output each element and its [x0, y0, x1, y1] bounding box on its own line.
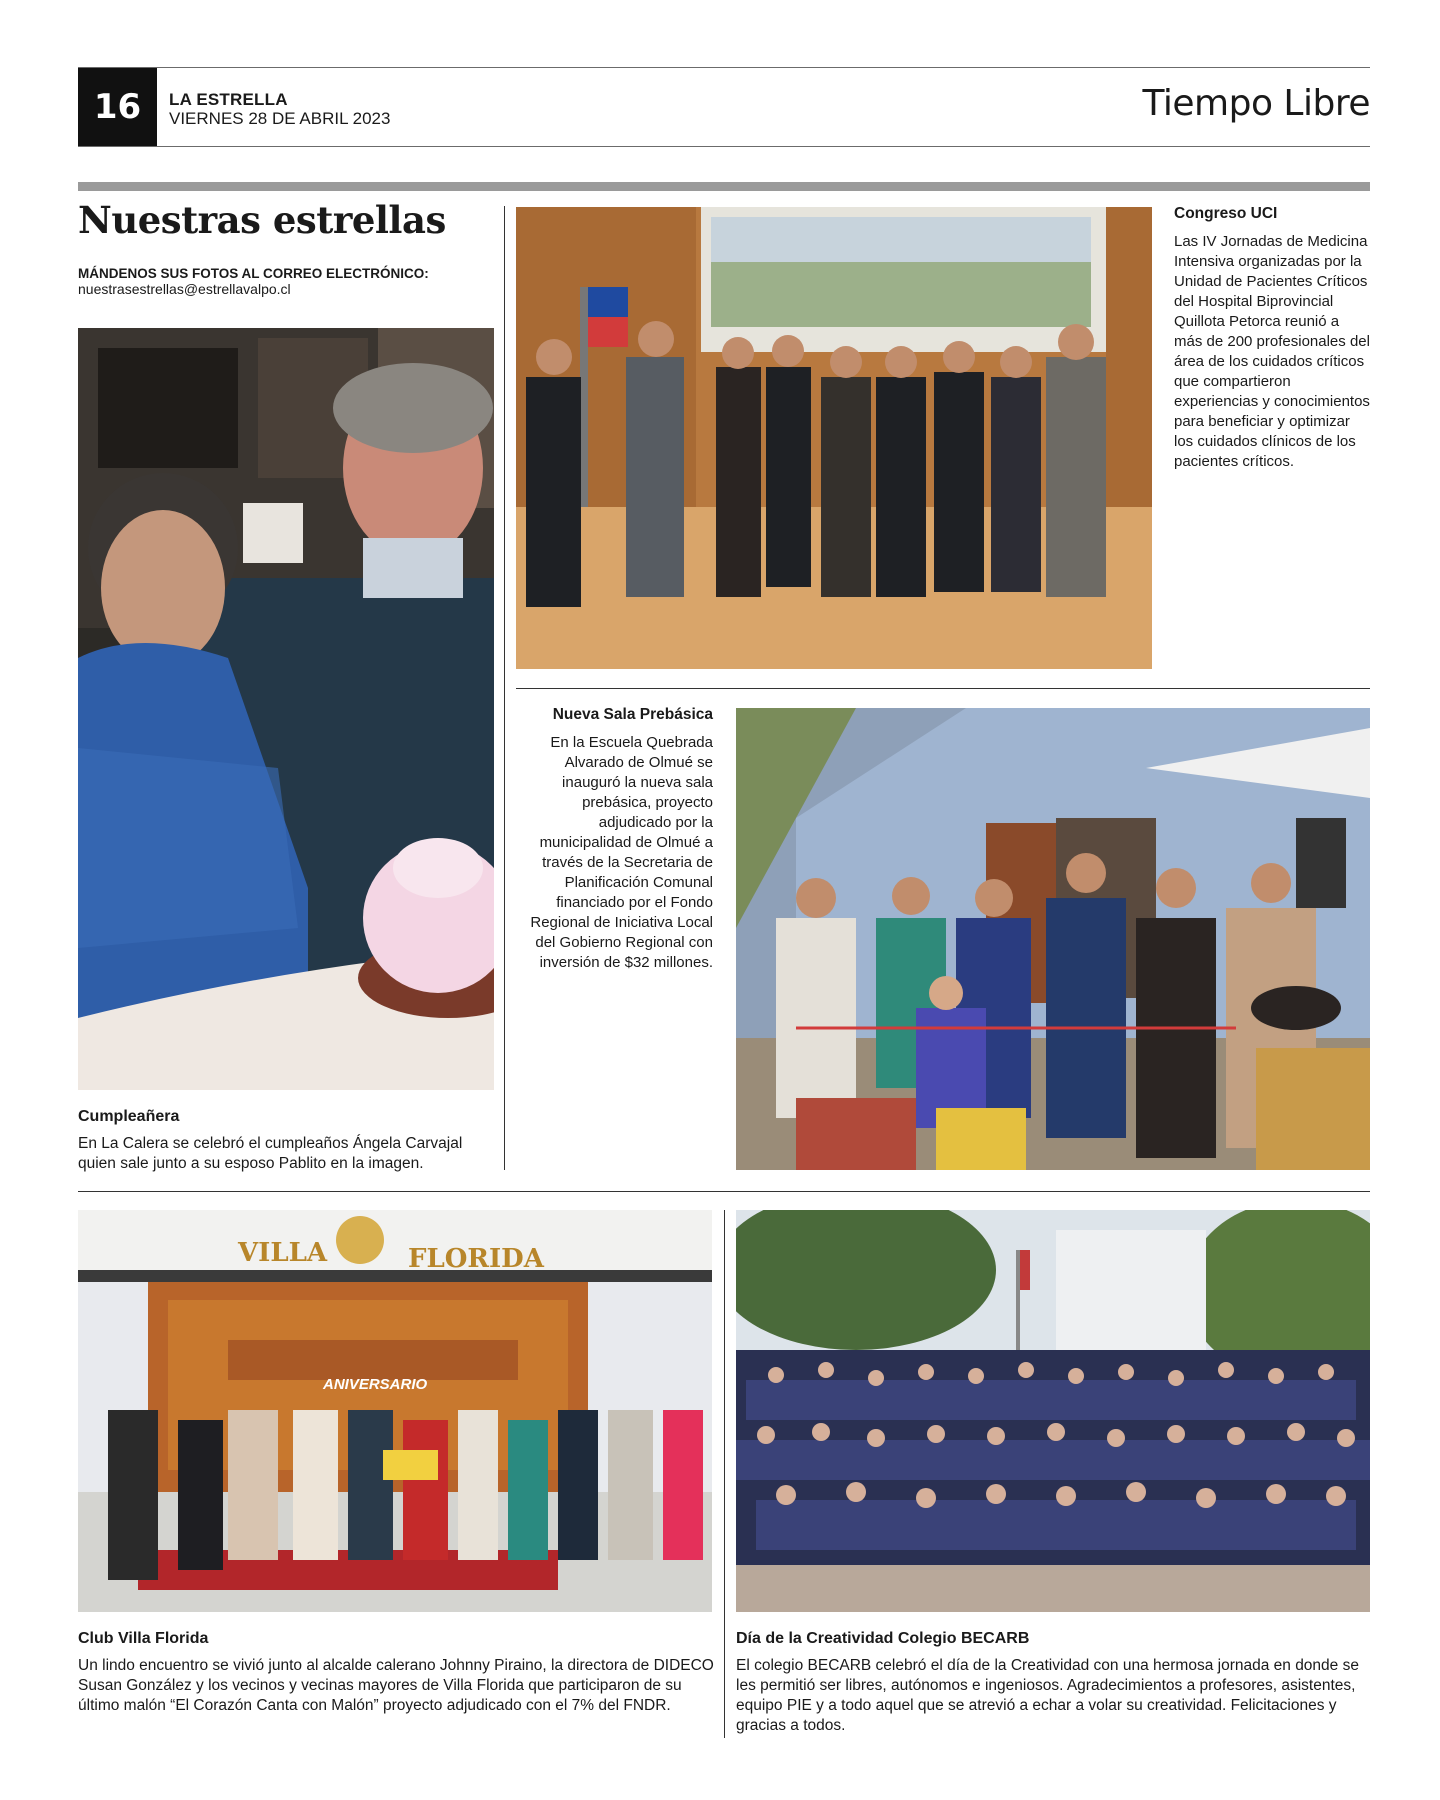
caption-title-becarb: Día de la Creatividad Colegio BECARB: [736, 1630, 1030, 1647]
publication-name: LA ESTRELLA: [169, 90, 288, 109]
submit-email: nuestrasestrellas@estrellavalpo.cl: [78, 281, 291, 297]
caption-title-sala: Nueva Sala Prebásica: [552, 706, 713, 723]
column-divider: [504, 206, 505, 1170]
caption-text-becarb: El colegio BECARB celebró el día de la Creatividad con una hermosa jornada en donde se les permitió ser libres, autónomos e ingeniosos. Agradecimientos a profesores, asistentes, equipo PIE y a todo aquel que se atrevió a echar a volar su creatividad. Felicitaciones y gracias a todos.: [736, 1657, 1359, 1734]
lower-rule: [78, 1191, 1370, 1192]
caption-title-cumpleanera: Cumpleañera: [78, 1108, 180, 1125]
submit-photos-label: MÁNDENOS SUS FOTOS AL CORREO ELECTRÓNICO:: [78, 266, 429, 281]
caption-text-congreso: Las IV Jornadas de Medicina Intensiva organizadas por la Unidad de Pacientes Críticos del Hospital Biprovincial Quillota Petorca reunió a más de 200 profesionales del área de los cuidados críticos que compartieron experiencias y conocimientos para beneficiar y optimizar los cuidados clínicos de los pacientes críticos.: [1174, 233, 1370, 470]
photo-villa-florida: [78, 1210, 712, 1612]
caption-text-villa: Un lindo encuentro se vivió junto al alcalde calerano Johnny Piraino, la directora de DIDECO Susan González y los vecinos y vecinas mayores de Villa Florida que participaron de su último malón “El Corazón Canta con Malón” proyecto adjudicado con el 7% del FNDR.: [78, 1657, 714, 1714]
photo-congreso-uci: [516, 207, 1152, 669]
publication-date: VIERNES 28 DE ABRIL 2023: [169, 109, 391, 128]
page-number: 16: [78, 68, 157, 146]
column-title: Nuestras estrellas: [78, 198, 446, 242]
section-band: [78, 182, 1370, 191]
villa-banner: ANIVERSARIO: [323, 1376, 428, 1393]
caption-title-congreso: Congreso UCI: [1174, 205, 1278, 222]
caption-title-villa: Club Villa Florida: [78, 1630, 209, 1647]
photo-cumpleanera: [78, 328, 494, 1090]
villa-sign-florida: FLORIDA: [408, 1244, 544, 1274]
villa-sign-villa: VILLA: [238, 1238, 328, 1268]
photo-becarb: [736, 1210, 1370, 1612]
caption-text-cumpleanera: En La Calera se celebró el cumpleaños Ángela Carvajal quien sale junto a su esposo Pablito en la imagen.: [78, 1135, 463, 1172]
caption-text-sala: En la Escuela Quebrada Alvarado de Olmué se inauguró la nueva sala prebásica, proyecto adjudicado por la municipalidad de Olmué a través de la Secretaria de Planificación Comunal financiado por el Fondo Regional de Iniciativa Local del Gobierno Regional con inversión de $32 millones.: [530, 734, 713, 971]
header-bottom-rule: [78, 146, 1370, 147]
header-top-rule: [78, 67, 1370, 68]
lower-column-divider: [724, 1210, 725, 1738]
section-title: Tiempo Libre: [1142, 83, 1370, 124]
photo-nueva-sala: [736, 708, 1370, 1170]
middle-rule: [516, 688, 1370, 689]
